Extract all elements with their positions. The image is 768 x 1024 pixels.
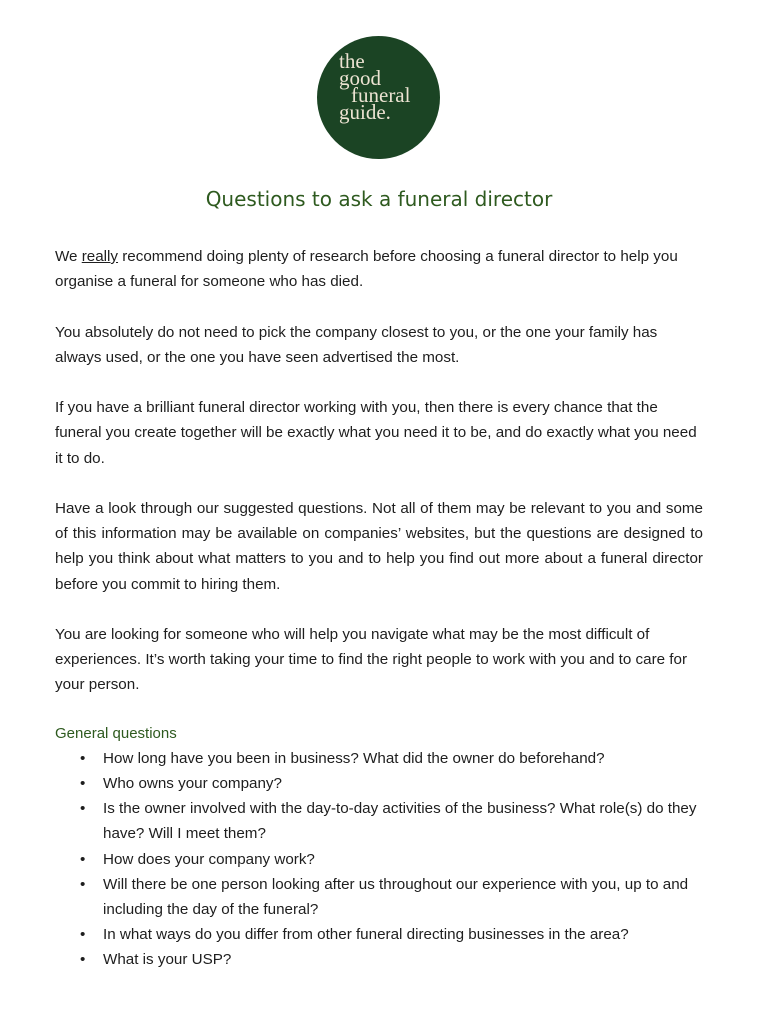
intro-paragraph <box>55 244 703 294</box>
paragraph-2: You absolutely do not need to pick the company closest to you, or the one your family has always used, or the one you have seen advertised the most. <box>55 323 658 366</box>
paragraph-4: Have a look through our suggested questions. Not all of them may be relevant to you and some of this information may be available on companies’ websites, but the questions are designed to help you think about what matters to you and to help you find out more about a funeral director before you commit to hiring them. <box>55 499 703 593</box>
list-item: • Who owns your company? <box>103 771 703 796</box>
section-heading-general: General questions <box>55 724 177 742</box>
paragraph-5: You are looking for someone who will help you navigate what may be the most difficult of experiences. It’s worth taking your time to find the right people to work with you and to care for your person. <box>55 625 688 694</box>
text: We <box>55 248 82 265</box>
logo-text <box>339 49 411 124</box>
document-body <box>55 244 703 973</box>
logo-line: good <box>339 66 381 90</box>
list-item: • How long have you been in business? What did the owner do beforehand? <box>103 746 703 771</box>
good-funeral-guide-logo <box>317 36 440 159</box>
list-item: • Will there be one person looking after us throughout our experience with you, up to and including the day of the funeral? <box>103 872 703 922</box>
logo-line: the <box>339 49 365 73</box>
list-item: • In what ways do you differ from other funeral directing businesses in the area? <box>103 922 703 947</box>
text: recommend doing plenty of research before choosing a funeral director to help you organise a funeral for someone who has died. <box>55 248 678 291</box>
list-item: • Is the owner involved with the day-to-day activities of the business? What role(s) do they have? Will I meet them? <box>103 796 703 846</box>
general-questions-list <box>55 746 703 973</box>
list-item: • What is your USP? <box>103 947 703 972</box>
underlined-emphasis: really <box>81 248 119 265</box>
page-title: Questions to ask a funeral director <box>205 187 553 211</box>
logo-line: funeral <box>351 83 411 107</box>
paragraph-3: If you have a brilliant funeral director working with you, then there is every chance that the funeral you create together will be exactly what you need it to be, and do exactly what you need it to do. <box>55 399 697 467</box>
logo-line: guide. <box>339 100 391 124</box>
list-item: • How does your company work? <box>103 847 703 872</box>
